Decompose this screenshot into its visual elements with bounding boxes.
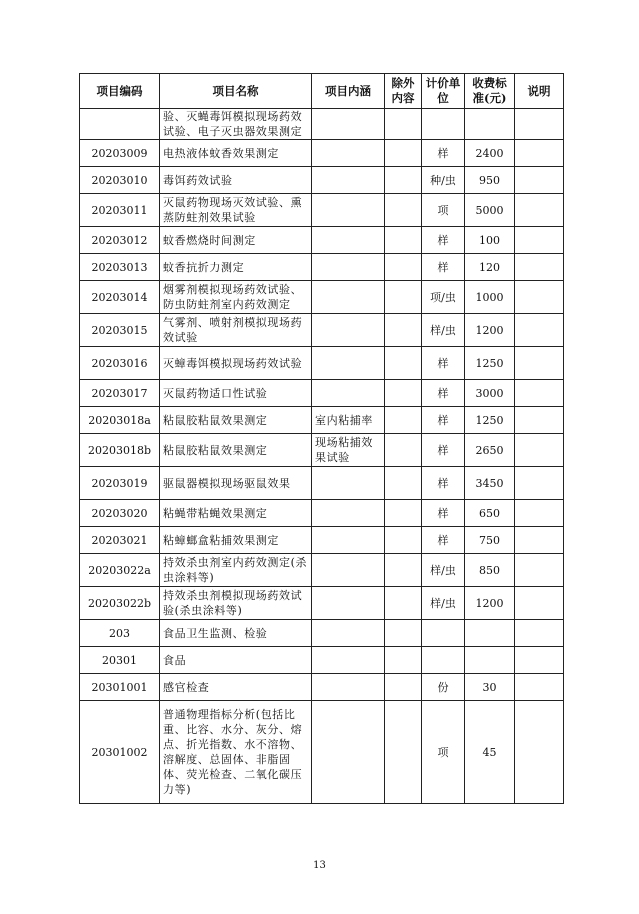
cell-code: 20203021: [80, 527, 160, 554]
cell-code: 20203015: [80, 314, 160, 347]
cell-unit: 项: [422, 194, 465, 227]
cell-name: 灭蟑毒饵模拟现场药效试验: [160, 347, 312, 380]
cell-name: 粘蟑螂盒粘捕效果测定: [160, 527, 312, 554]
cell-excluded: [385, 140, 422, 167]
cell-note: [515, 194, 564, 227]
cell-note: [515, 674, 564, 701]
cell-excluded: [385, 407, 422, 434]
table-row: [80, 674, 564, 701]
header-unit: 计价单位: [422, 74, 465, 109]
cell-price: [465, 647, 515, 674]
cell-content: [312, 109, 385, 140]
cell-code: 20203022a: [80, 554, 160, 587]
cell-unit: 样: [422, 467, 465, 500]
cell-note: [515, 227, 564, 254]
cell-content: [312, 587, 385, 620]
cell-content: [312, 281, 385, 314]
cell-excluded: [385, 527, 422, 554]
cell-name: 灭鼠药物适口性试验: [160, 380, 312, 407]
cell-unit: 样: [422, 407, 465, 434]
cell-unit: 样/虫: [422, 554, 465, 587]
cell-code: 20203013: [80, 254, 160, 281]
cell-unit: 样: [422, 140, 465, 167]
cell-price: 3450: [465, 467, 515, 500]
cell-price: 30: [465, 674, 515, 701]
cell-name: 普通物理指标分析(包括比重、比容、水分、灰分、熔点、折光指数、水不溶物、溶解度、总固体、非脂固体、荧光检查、二氧化碳压力等): [160, 701, 312, 804]
cell-content: [312, 500, 385, 527]
table-row: [80, 380, 564, 407]
table-row: [80, 167, 564, 194]
cell-excluded: [385, 167, 422, 194]
cell-code: 20203012: [80, 227, 160, 254]
cell-excluded: [385, 194, 422, 227]
cell-note: [515, 554, 564, 587]
cell-note: [515, 434, 564, 467]
cell-content: [312, 647, 385, 674]
cell-content: [312, 527, 385, 554]
header-name: 项目名称: [160, 74, 312, 109]
table-header-row: [80, 74, 564, 109]
cell-unit: 样/虫: [422, 314, 465, 347]
cell-note: [515, 701, 564, 804]
table-row: [80, 620, 564, 647]
cell-content: [312, 140, 385, 167]
cell-name: 持效杀虫剂室内药效测定(杀虫涂料等): [160, 554, 312, 587]
cell-name: 毒饵药效试验: [160, 167, 312, 194]
cell-excluded: [385, 380, 422, 407]
cell-unit: [422, 647, 465, 674]
cell-excluded: [385, 647, 422, 674]
header-code: 项目编码: [80, 74, 160, 109]
cell-excluded: [385, 281, 422, 314]
cell-note: [515, 254, 564, 281]
cell-code: 203: [80, 620, 160, 647]
cell-excluded: [385, 314, 422, 347]
table-row: [80, 140, 564, 167]
cell-code: 20203017: [80, 380, 160, 407]
cell-note: [515, 167, 564, 194]
table-row: [80, 347, 564, 380]
cell-price: 2650: [465, 434, 515, 467]
cell-excluded: [385, 701, 422, 804]
cell-unit: 样: [422, 347, 465, 380]
cell-unit: 样: [422, 227, 465, 254]
cell-price: 950: [465, 167, 515, 194]
cell-note: [515, 647, 564, 674]
cell-price: [465, 109, 515, 140]
cell-unit: 份: [422, 674, 465, 701]
cell-note: [515, 587, 564, 620]
cell-name: 粘鼠胶粘鼠效果测定: [160, 434, 312, 467]
table-body: [80, 109, 564, 804]
cell-excluded: [385, 347, 422, 380]
table-row: [80, 194, 564, 227]
cell-name: 验、灭蝇毒饵模拟现场药效试验、电子灭虫器效果测定: [160, 109, 312, 140]
cell-code: 20301: [80, 647, 160, 674]
cell-content: [312, 254, 385, 281]
header-price: 收费标准(元): [465, 74, 515, 109]
cell-name: 蚊香燃烧时间测定: [160, 227, 312, 254]
cell-excluded: [385, 587, 422, 620]
cell-name: 持效杀虫剂模拟现场药效试验(杀虫涂料等): [160, 587, 312, 620]
cell-code: 20203010: [80, 167, 160, 194]
cell-content: [312, 467, 385, 500]
cell-excluded: [385, 109, 422, 140]
cell-name: 感官检查: [160, 674, 312, 701]
cell-unit: 样/虫: [422, 587, 465, 620]
cell-note: [515, 281, 564, 314]
cell-note: [515, 620, 564, 647]
table-row: [80, 314, 564, 347]
cell-name: 烟雾剂模拟现场药效试验、防虫防蛀剂室内药效测定: [160, 281, 312, 314]
cell-unit: 项/虫: [422, 281, 465, 314]
cell-excluded: [385, 674, 422, 701]
cell-code: 20203020: [80, 500, 160, 527]
cell-note: [515, 380, 564, 407]
fee-schedule-table: [79, 73, 564, 804]
cell-unit: 项: [422, 701, 465, 804]
cell-price: 1200: [465, 587, 515, 620]
cell-price: 1250: [465, 407, 515, 434]
cell-name: 食品卫生监测、检验: [160, 620, 312, 647]
table-row: [80, 554, 564, 587]
cell-note: [515, 407, 564, 434]
cell-code: 20203019: [80, 467, 160, 500]
cell-excluded: [385, 434, 422, 467]
cell-excluded: [385, 500, 422, 527]
table-row: [80, 227, 564, 254]
header-note: 说明: [515, 74, 564, 109]
table-row: [80, 407, 564, 434]
table-row: [80, 500, 564, 527]
cell-unit: [422, 109, 465, 140]
cell-content: [312, 380, 385, 407]
cell-price: [465, 620, 515, 647]
cell-content: [312, 314, 385, 347]
cell-content: [312, 167, 385, 194]
table-row: [80, 254, 564, 281]
cell-code: 20203009: [80, 140, 160, 167]
cell-name: 粘鼠胶粘鼠效果测定: [160, 407, 312, 434]
cell-unit: 样: [422, 527, 465, 554]
cell-note: [515, 347, 564, 380]
cell-price: 850: [465, 554, 515, 587]
cell-price: 5000: [465, 194, 515, 227]
cell-content: [312, 194, 385, 227]
table-row: [80, 467, 564, 500]
cell-price: 1250: [465, 347, 515, 380]
cell-note: [515, 140, 564, 167]
cell-unit: 样: [422, 254, 465, 281]
cell-price: 120: [465, 254, 515, 281]
cell-unit: 样: [422, 380, 465, 407]
cell-excluded: [385, 467, 422, 500]
cell-name: 食品: [160, 647, 312, 674]
cell-content: [312, 227, 385, 254]
cell-price: 2400: [465, 140, 515, 167]
cell-excluded: [385, 254, 422, 281]
cell-excluded: [385, 554, 422, 587]
cell-content: [312, 701, 385, 804]
cell-price: 3000: [465, 380, 515, 407]
cell-note: [515, 109, 564, 140]
cell-name: 灭鼠药物现场灭效试验、熏蒸防蛀剂效果试验: [160, 194, 312, 227]
cell-name: 气雾剂、喷射剂模拟现场药效试验: [160, 314, 312, 347]
cell-code: 20301002: [80, 701, 160, 804]
cell-code: 20301001: [80, 674, 160, 701]
cell-content: [312, 347, 385, 380]
cell-code: [80, 109, 160, 140]
cell-price: 650: [465, 500, 515, 527]
cell-name: 电热液体蚊香效果测定: [160, 140, 312, 167]
header-excluded: 除外内容: [385, 74, 422, 109]
cell-note: [515, 467, 564, 500]
cell-price: 100: [465, 227, 515, 254]
table-row: [80, 434, 564, 467]
cell-name: 驱鼠器模拟现场驱鼠效果: [160, 467, 312, 500]
cell-code: 20203016: [80, 347, 160, 380]
cell-content: [312, 620, 385, 647]
table-row: [80, 109, 564, 140]
cell-unit: 样: [422, 434, 465, 467]
cell-unit: 样: [422, 500, 465, 527]
cell-code: 20203022b: [80, 587, 160, 620]
cell-unit: [422, 620, 465, 647]
cell-note: [515, 314, 564, 347]
cell-price: 45: [465, 701, 515, 804]
table-row: [80, 527, 564, 554]
cell-code: 20203018b: [80, 434, 160, 467]
cell-code: 20203018a: [80, 407, 160, 434]
cell-content: [312, 554, 385, 587]
cell-unit: 种/虫: [422, 167, 465, 194]
table-row: [80, 647, 564, 674]
cell-excluded: [385, 227, 422, 254]
cell-price: 1200: [465, 314, 515, 347]
cell-note: [515, 527, 564, 554]
cell-code: 20203014: [80, 281, 160, 314]
cell-name: 蚊香抗折力测定: [160, 254, 312, 281]
table-row: [80, 701, 564, 804]
header-content: 项目内涵: [312, 74, 385, 109]
cell-content: [312, 674, 385, 701]
table-row: [80, 281, 564, 314]
page-number: 13: [313, 860, 326, 871]
cell-name: 粘蝇带粘蝇效果测定: [160, 500, 312, 527]
cell-note: [515, 500, 564, 527]
cell-price: 1000: [465, 281, 515, 314]
cell-code: 20203011: [80, 194, 160, 227]
cell-price: 750: [465, 527, 515, 554]
cell-content: 现场粘捕效果试验: [312, 434, 385, 467]
table-row: [80, 587, 564, 620]
cell-content: 室内粘捕率: [312, 407, 385, 434]
cell-excluded: [385, 620, 422, 647]
